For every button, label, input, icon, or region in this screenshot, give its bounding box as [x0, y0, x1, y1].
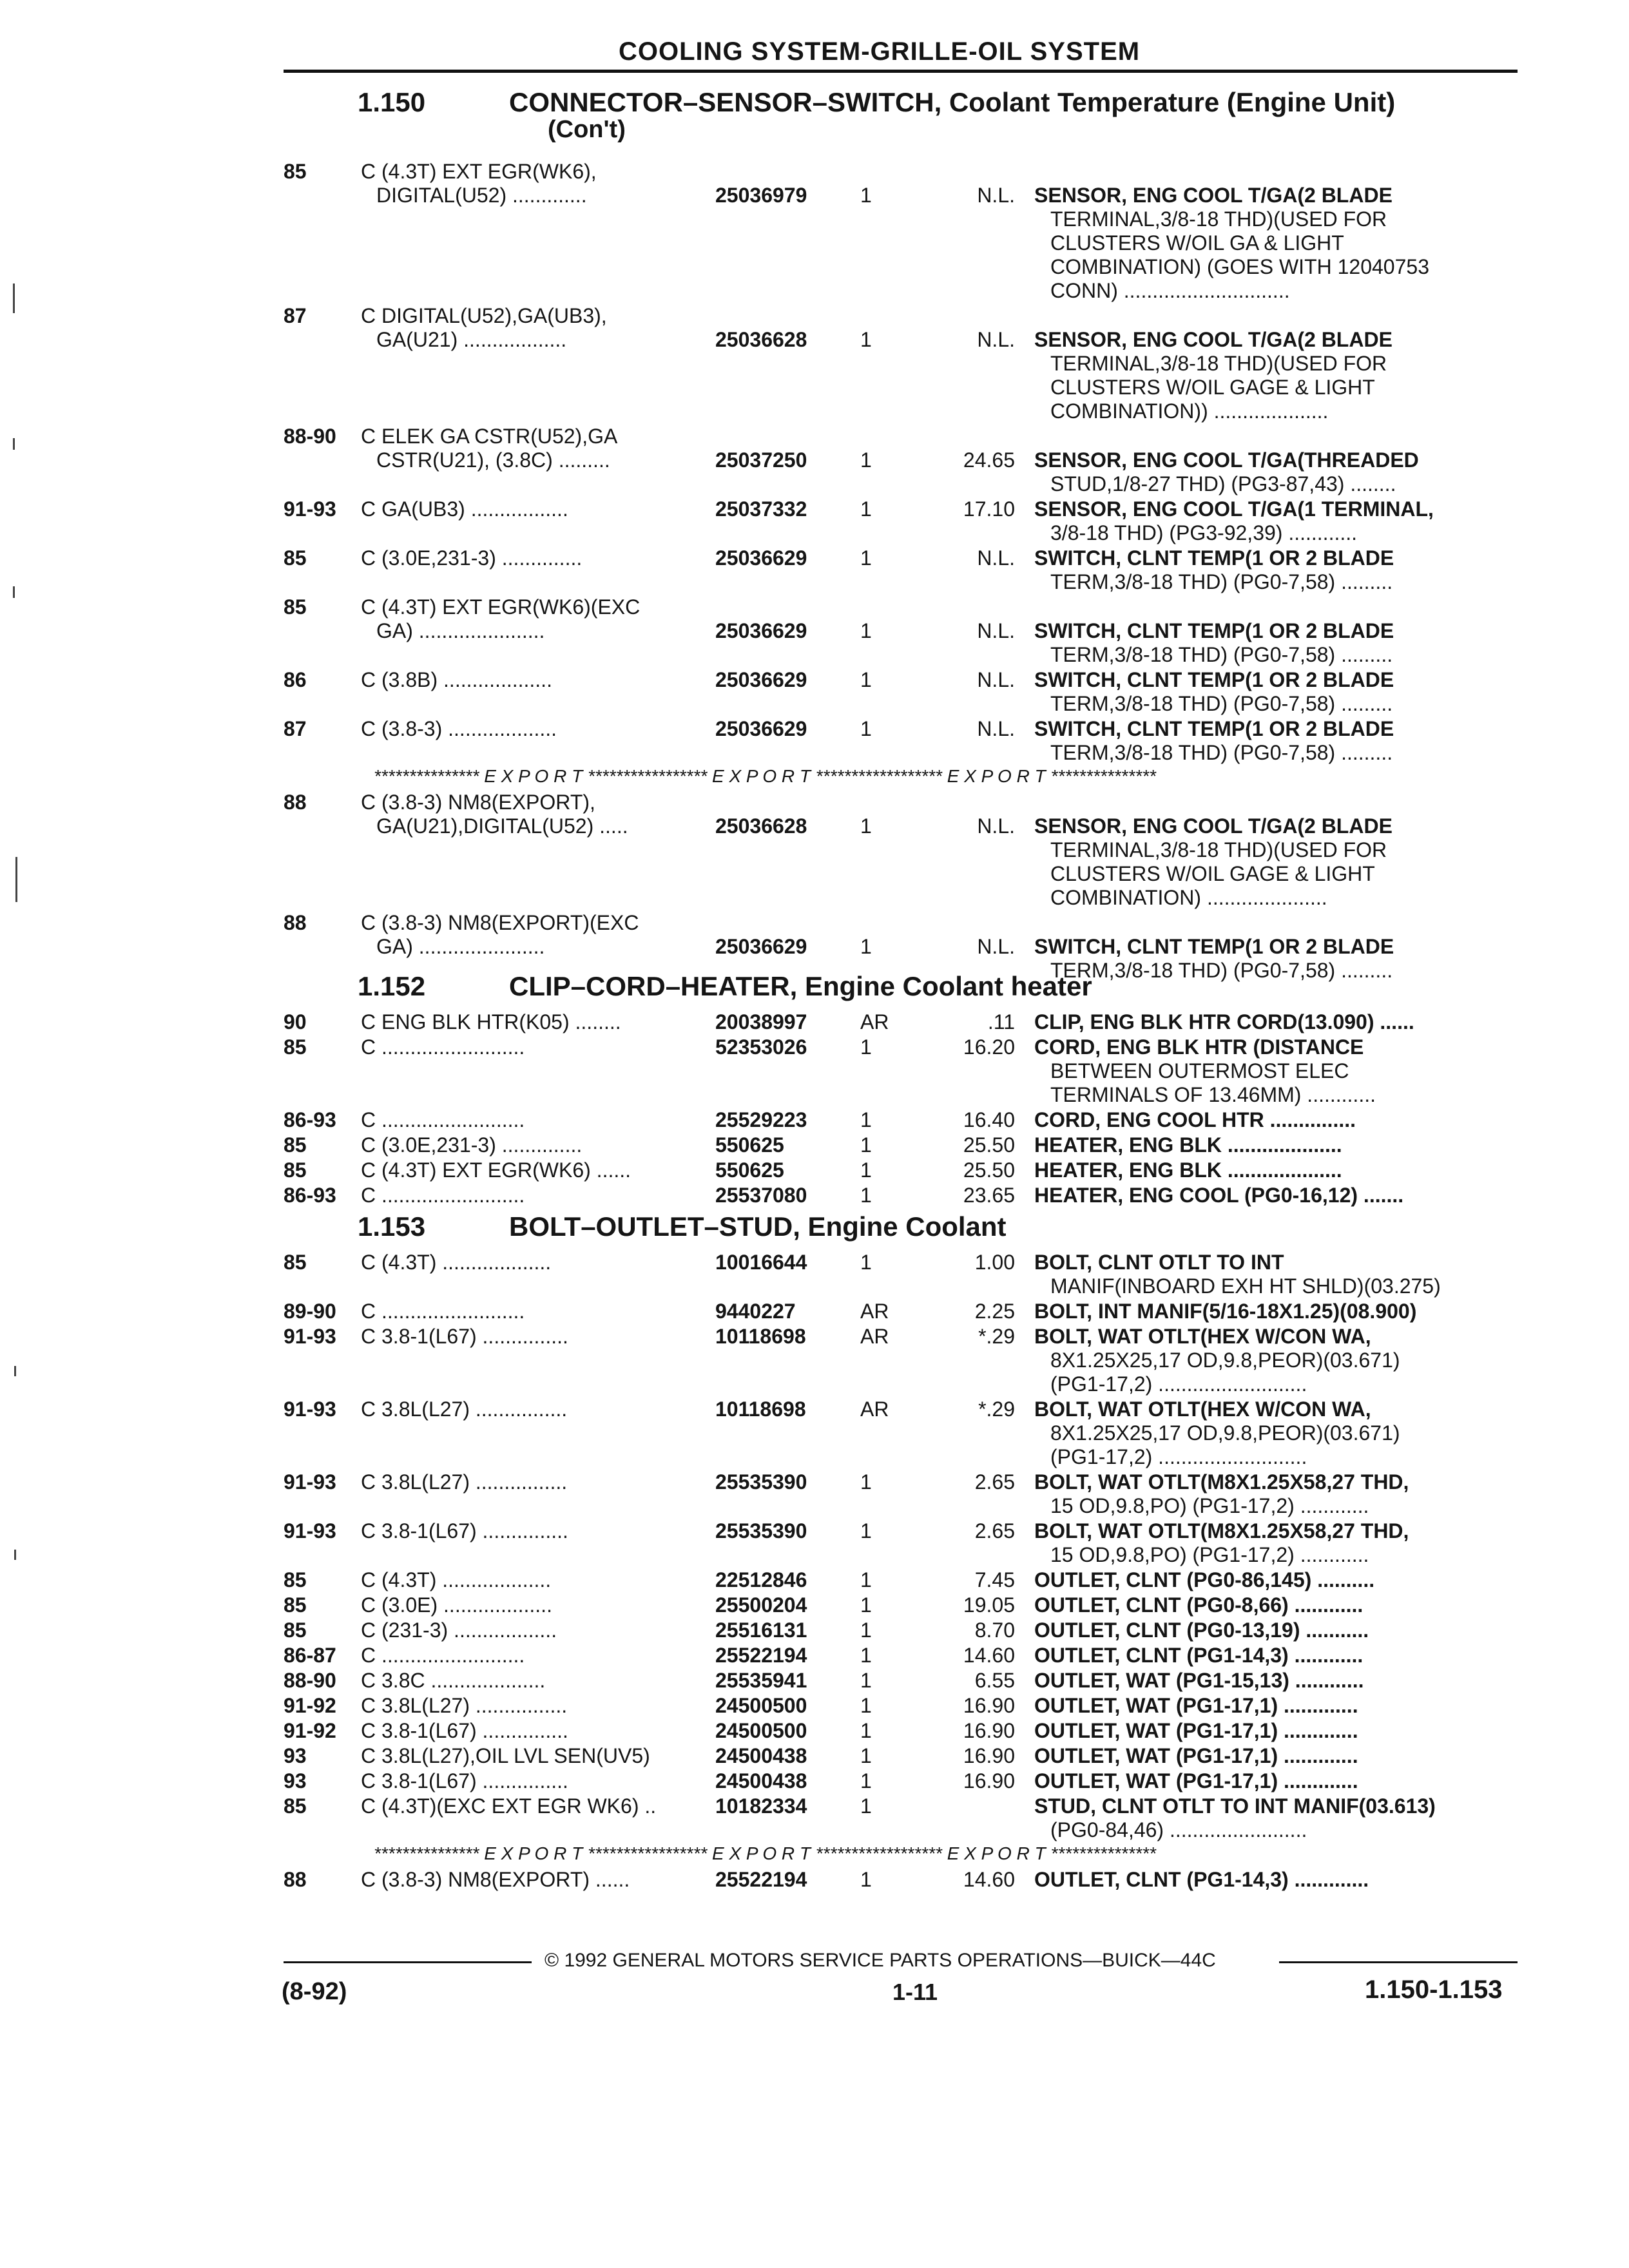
applicability: C ENG BLK HTR(K05) ........: [361, 1010, 621, 1033]
section-number: 1.153: [358, 1211, 426, 1242]
part-description: STUD,1/8-27 THD) (PG3-87,43) ........: [1050, 472, 1396, 495]
quantity: 1: [860, 1644, 872, 1667]
applicability: GA(U21) ..................: [376, 328, 567, 351]
part-description: SWITCH, CLNT TEMP(1 OR 2 BLADE: [1034, 619, 1394, 642]
quantity: 1: [860, 1719, 872, 1742]
export-divider: *************** E X P O R T ***************** E X P O R T ****************** E X P O R T ***************: [374, 766, 1156, 785]
part-description: OUTLET, WAT (PG1-17,1) .............: [1034, 1694, 1358, 1717]
part-number: 52353026: [715, 1035, 807, 1059]
model-year: 88: [284, 791, 307, 814]
quantity: 1: [860, 1470, 872, 1494]
price: 14.60: [963, 1868, 1015, 1891]
part-description: TERMINAL,3/8-18 THD)(USED FOR: [1050, 352, 1387, 375]
applicability: C GA(UB3) .................: [361, 497, 568, 521]
part-description: 3/8-18 THD) (PG3-92,39) ............: [1050, 521, 1358, 544]
part-description: TERM,3/8-18 THD) (PG0-7,58) .........: [1050, 741, 1393, 764]
part-description: BOLT, WAT OTLT(M8X1.25X58,27 THD,: [1034, 1470, 1409, 1494]
price: *.29: [978, 1398, 1015, 1421]
part-description: TERMINALS OF 13.46MM) ............: [1050, 1083, 1376, 1106]
model-year: 91-93: [284, 497, 336, 521]
section-title: BOLT–OUTLET–STUD, Engine Coolant: [509, 1211, 1007, 1242]
part-description: CORD, ENG COOL HTR ...............: [1034, 1108, 1356, 1131]
quantity: 1: [860, 1133, 872, 1157]
quantity: 1: [860, 1769, 872, 1792]
model-year: 93: [284, 1744, 307, 1767]
part-description: OUTLET, WAT (PG1-17,1) .............: [1034, 1744, 1358, 1767]
applicability: C (4.3T) EXT EGR(WK6) ......: [361, 1158, 631, 1182]
quantity: 1: [860, 497, 872, 521]
part-number: 25036979: [715, 184, 807, 207]
part-number: 550625: [715, 1158, 784, 1182]
quantity: 1: [860, 1669, 872, 1692]
section-title: CONNECTOR–SENSOR–SWITCH, Coolant Temperature (Engine Unit): [509, 87, 1396, 117]
price: N.L.: [977, 619, 1015, 642]
applicability: C (3.0E) ...................: [361, 1593, 552, 1617]
applicability: C (4.3T) EXT EGR(WK6),: [361, 160, 597, 183]
scan-mark: [13, 438, 15, 450]
part-number: 25522194: [715, 1868, 807, 1891]
part-number: 10016644: [715, 1251, 807, 1274]
part-description: BETWEEN OUTERMOST ELEC: [1050, 1059, 1349, 1082]
applicability: DIGITAL(U52) .............: [376, 184, 587, 207]
model-year: 85: [284, 160, 307, 183]
model-year: 85: [284, 1568, 307, 1591]
quantity: 1: [860, 935, 872, 958]
part-description: 8X1.25X25,17 OD,9.8,PEOR)(03.671): [1050, 1421, 1400, 1445]
part-description: OUTLET, CLNT (PG0-86,145) ..........: [1034, 1568, 1375, 1591]
quantity: 1: [860, 1744, 872, 1767]
part-description: CLUSTERS W/OIL GAGE & LIGHT: [1050, 376, 1375, 399]
part-description: OUTLET, CLNT (PG0-13,19) ...........: [1034, 1619, 1369, 1642]
model-year: 88-90: [284, 425, 336, 448]
price: 16.20: [963, 1035, 1015, 1059]
model-year: 88: [284, 1868, 307, 1891]
part-description: CLUSTERS W/OIL GA & LIGHT: [1050, 231, 1344, 255]
part-number: 25535390: [715, 1470, 807, 1494]
applicability: GA) ......................: [376, 619, 545, 642]
applicability: C 3.8L(L27) ................: [361, 1470, 568, 1494]
part-number: 25036629: [715, 717, 807, 740]
applicability: C (231-3) ..................: [361, 1619, 557, 1642]
part-description: HEATER, ENG BLK ....................: [1034, 1133, 1342, 1157]
part-number: 10118698: [715, 1325, 806, 1348]
part-number: 25036629: [715, 546, 807, 570]
quantity: 1: [860, 1035, 872, 1059]
price: 8.70: [974, 1619, 1015, 1642]
part-description: COMBINATION) .....................: [1050, 886, 1327, 909]
model-year: 91-92: [284, 1694, 336, 1717]
price: N.L.: [977, 668, 1015, 691]
part-description: SWITCH, CLNT TEMP(1 OR 2 BLADE: [1034, 935, 1394, 958]
part-description: BOLT, INT MANIF(5/16-18X1.25)(08.900): [1034, 1300, 1417, 1323]
part-description: HEATER, ENG COOL (PG0-16,12) .......: [1034, 1184, 1404, 1207]
model-year: 89-90: [284, 1300, 336, 1323]
section-number: 1.152: [358, 971, 426, 1001]
part-description: SENSOR, ENG COOL T/GA(2 BLADE: [1034, 814, 1393, 838]
quantity: AR: [860, 1010, 889, 1033]
part-number: 24500438: [715, 1769, 807, 1792]
applicability: C (3.0E,231-3) ..............: [361, 1133, 583, 1157]
part-description: BOLT, WAT OTLT(M8X1.25X58,27 THD,: [1034, 1519, 1409, 1542]
model-year: 85: [284, 1619, 307, 1642]
part-number: 25036628: [715, 328, 807, 351]
part-description: (PG1-17,2) ..........................: [1050, 1445, 1307, 1468]
applicability: C 3.8C ....................: [361, 1669, 546, 1692]
applicability: C (3.8-3) NM8(EXPORT) ......: [361, 1868, 630, 1891]
price: 17.10: [963, 497, 1015, 521]
price: 16.90: [963, 1769, 1015, 1792]
part-description: 15 OD,9.8,PO) (PG1-17,2) ............: [1050, 1543, 1369, 1566]
model-year: 88-90: [284, 1669, 336, 1692]
model-year: 91-93: [284, 1398, 336, 1421]
applicability: C (3.0E,231-3) ..............: [361, 546, 583, 570]
model-year: 85: [284, 1593, 307, 1617]
model-year: 85: [284, 595, 307, 619]
footer-rule-right: [1279, 1961, 1518, 1963]
model-year: 90: [284, 1010, 307, 1033]
part-description: SWITCH, CLNT TEMP(1 OR 2 BLADE: [1034, 546, 1394, 570]
part-number: 25037332: [715, 497, 807, 521]
part-number: 20038997: [715, 1010, 807, 1033]
part-description: STUD, CLNT OTLT TO INT MANIF(03.613): [1034, 1794, 1436, 1818]
model-year: 86-93: [284, 1184, 336, 1207]
part-number: 25535941: [715, 1669, 807, 1692]
part-number: 25522194: [715, 1644, 807, 1667]
applicability: C ELEK GA CSTR(U52),GA: [361, 425, 618, 448]
part-number: 9440227: [715, 1300, 796, 1323]
model-year: 91-93: [284, 1470, 336, 1494]
model-year: 91-93: [284, 1325, 336, 1348]
footer-rule-left: [284, 1961, 532, 1963]
price: 1.00: [974, 1251, 1015, 1274]
part-number: 25529223: [715, 1108, 807, 1131]
price: 6.55: [974, 1669, 1015, 1692]
quantity: 1: [860, 1158, 872, 1182]
price: N.L.: [977, 935, 1015, 958]
part-description: SWITCH, CLNT TEMP(1 OR 2 BLADE: [1034, 668, 1394, 691]
part-description: SENSOR, ENG COOL T/GA(THREADED: [1034, 448, 1419, 472]
part-number: 10118698: [715, 1398, 806, 1421]
price: N.L.: [977, 184, 1015, 207]
part-number: 25036629: [715, 935, 807, 958]
applicability: C 3.8L(L27),OIL LVL SEN(UV5): [361, 1744, 650, 1767]
applicability: GA(U21),DIGITAL(U52) .....: [376, 814, 628, 838]
applicability: C 3.8-1(L67) ...............: [361, 1325, 568, 1348]
model-year: 91-92: [284, 1719, 336, 1742]
price: 2.65: [974, 1519, 1015, 1542]
model-year: 85: [284, 546, 307, 570]
applicability: C (4.3T) ...................: [361, 1251, 552, 1274]
part-number: 24500500: [715, 1719, 807, 1742]
footer-section-range: 1.150-1.153: [1365, 1975, 1503, 2004]
applicability: C (4.3T)(EXC EXT EGR WK6) ..: [361, 1794, 657, 1818]
model-year: 85: [284, 1794, 307, 1818]
header-rule: [284, 70, 1518, 73]
quantity: 1: [860, 328, 872, 351]
page-header-title: COOLING SYSTEM-GRILLE-OIL SYSTEM: [619, 37, 1141, 66]
part-description: COMBINATION) (GOES WITH 12040753: [1050, 255, 1429, 278]
footer-copyright: © 1992 GENERAL MOTORS SERVICE PARTS OPERATIONS—BUICK—44C: [545, 1950, 1216, 1971]
scan-mark: [14, 1366, 16, 1376]
part-description: SENSOR, ENG COOL T/GA(1 TERMINAL,: [1034, 497, 1434, 521]
page-header: [0, 0, 1629, 97]
quantity: 1: [860, 1184, 872, 1207]
section-title: CLIP–CORD–HEATER, Engine Coolant heater: [509, 971, 1092, 1001]
footer-page-number: 1-11: [892, 1979, 938, 2005]
part-description: SENSOR, ENG COOL T/GA(2 BLADE: [1034, 328, 1393, 351]
quantity: 1: [860, 1568, 872, 1591]
part-description: CLIP, ENG BLK HTR CORD(13.090) ......: [1034, 1010, 1414, 1033]
applicability: C .........................: [361, 1108, 525, 1131]
scan-mark: [13, 586, 15, 598]
applicability: C (3.8-3) NM8(EXPORT),: [361, 791, 595, 814]
part-description: TERM,3/8-18 THD) (PG0-7,58) .........: [1050, 643, 1393, 666]
applicability: C .........................: [361, 1300, 525, 1323]
quantity: 1: [860, 1868, 872, 1891]
part-number: 10182334: [715, 1794, 807, 1818]
applicability: GA) ......................: [376, 935, 545, 958]
part-description: SENSOR, ENG COOL T/GA(2 BLADE: [1034, 184, 1393, 207]
part-number: 25500204: [715, 1593, 807, 1617]
part-description: CONN) .............................: [1050, 279, 1290, 302]
section-number: 1.150: [358, 87, 426, 117]
price: 7.45: [974, 1568, 1015, 1591]
part-number: 25535390: [715, 1519, 807, 1542]
scan-mark: [15, 883, 17, 902]
part-number: 25036629: [715, 619, 807, 642]
part-description: BOLT, WAT OTLT(HEX W/CON WA,: [1034, 1325, 1371, 1348]
part-description: OUTLET, WAT (PG1-17,1) .............: [1034, 1769, 1358, 1792]
applicability: C (3.8B) ...................: [361, 668, 552, 691]
quantity: 1: [860, 668, 872, 691]
part-description: OUTLET, WAT (PG1-15,13) ............: [1034, 1669, 1364, 1692]
quantity: 1: [860, 1619, 872, 1642]
part-description: TERM,3/8-18 THD) (PG0-7,58) .........: [1050, 570, 1393, 593]
price: 25.50: [963, 1158, 1015, 1182]
quantity: 1: [860, 1519, 872, 1542]
part-description: 8X1.25X25,17 OD,9.8,PEOR)(03.671): [1050, 1349, 1400, 1372]
part-description: BOLT, CLNT OTLT TO INT: [1034, 1251, 1284, 1274]
part-description: TERMINAL,3/8-18 THD)(USED FOR: [1050, 838, 1387, 861]
part-number: 25036628: [715, 814, 807, 838]
quantity: AR: [860, 1325, 889, 1348]
quantity: 1: [860, 1794, 872, 1818]
model-year: 91-93: [284, 1519, 336, 1542]
applicability: C .........................: [361, 1184, 525, 1207]
part-description: HEATER, ENG BLK ....................: [1034, 1158, 1342, 1182]
model-year: 86-93: [284, 1108, 336, 1131]
quantity: AR: [860, 1300, 889, 1323]
applicability: C (4.3T) ...................: [361, 1568, 552, 1591]
quantity: 1: [860, 546, 872, 570]
price: .11: [987, 1010, 1015, 1033]
part-description: (PG1-17,2) ..........................: [1050, 1372, 1307, 1396]
applicability: C DIGITAL(U52),GA(UB3),: [361, 304, 607, 327]
part-number: 25537080: [715, 1184, 807, 1207]
model-year: 88: [284, 911, 307, 934]
part-description: MANIF(INBOARD EXH HT SHLD)(03.275): [1050, 1274, 1441, 1298]
part-description: TERM,3/8-18 THD) (PG0-7,58) .........: [1050, 692, 1393, 715]
applicability: C .........................: [361, 1035, 525, 1059]
price: N.L.: [977, 814, 1015, 838]
export-divider: *************** E X P O R T ***************** E X P O R T ****************** E X P O R T ***************: [374, 1843, 1156, 1863]
page-footer: [0, 1933, 1629, 2036]
quantity: 1: [860, 448, 872, 472]
price: 16.90: [963, 1694, 1015, 1717]
price: 2.65: [974, 1470, 1015, 1494]
price: 23.65: [963, 1184, 1015, 1207]
part-description: COMBINATION)) ....................: [1050, 399, 1329, 423]
part-description: OUTLET, CLNT (PG0-8,66) ............: [1034, 1593, 1364, 1617]
price: N.L.: [977, 328, 1015, 351]
applicability: C 3.8-1(L67) ...............: [361, 1719, 568, 1742]
quantity: 1: [860, 184, 872, 207]
price: 24.65: [963, 448, 1015, 472]
part-number: 22512846: [715, 1568, 807, 1591]
scan-mark: [13, 284, 15, 313]
price: N.L.: [977, 546, 1015, 570]
applicability: CSTR(U21), (3.8C) .........: [376, 448, 610, 472]
applicability: C (4.3T) EXT EGR(WK6)(EXC: [361, 595, 641, 619]
part-description: CORD, ENG BLK HTR (DISTANCE: [1034, 1035, 1364, 1059]
quantity: 1: [860, 717, 872, 740]
part-description: (PG0-84,46) ........................: [1050, 1818, 1307, 1841]
part-description: TERMINAL,3/8-18 THD)(USED FOR: [1050, 207, 1387, 231]
applicability: C (3.8-3) NM8(EXPORT)(EXC: [361, 911, 639, 934]
model-year: 85: [284, 1133, 307, 1157]
model-year: 85: [284, 1251, 307, 1274]
part-description: OUTLET, CLNT (PG1-14,3) ............: [1034, 1644, 1364, 1667]
quantity: AR: [860, 1398, 889, 1421]
model-year: 85: [284, 1035, 307, 1059]
model-year: 85: [284, 1158, 307, 1182]
price: N.L.: [977, 717, 1015, 740]
part-description: 15 OD,9.8,PO) (PG1-17,2) ............: [1050, 1494, 1369, 1517]
model-year: 86-87: [284, 1644, 336, 1667]
part-description: CLUSTERS W/OIL GAGE & LIGHT: [1050, 862, 1375, 885]
part-description: OUTLET, CLNT (PG1-14,3) .............: [1034, 1868, 1369, 1891]
quantity: 1: [860, 1108, 872, 1131]
price: *.29: [978, 1325, 1015, 1348]
price: 16.40: [963, 1108, 1015, 1131]
applicability: C 3.8L(L27) ................: [361, 1694, 568, 1717]
model-year: 93: [284, 1769, 307, 1792]
part-description: SWITCH, CLNT TEMP(1 OR 2 BLADE: [1034, 717, 1394, 740]
applicability: C 3.8-1(L67) ...............: [361, 1769, 568, 1792]
part-description: OUTLET, WAT (PG1-17,1) .............: [1034, 1719, 1358, 1742]
model-year: 87: [284, 304, 307, 327]
footer-date: (8-92): [282, 1978, 347, 2005]
model-year: 86: [284, 668, 307, 691]
part-number: 550625: [715, 1133, 784, 1157]
quantity: 1: [860, 1593, 872, 1617]
price: 2.25: [974, 1300, 1015, 1323]
part-description: BOLT, WAT OTLT(HEX W/CON WA,: [1034, 1398, 1371, 1421]
part-number: 25037250: [715, 448, 807, 472]
part-number: 24500500: [715, 1694, 807, 1717]
quantity: 1: [860, 619, 872, 642]
model-year: 87: [284, 717, 307, 740]
part-number: 24500438: [715, 1744, 807, 1767]
price: 16.90: [963, 1719, 1015, 1742]
price: 25.50: [963, 1133, 1015, 1157]
price: 14.60: [963, 1644, 1015, 1667]
applicability: C (3.8-3) ...................: [361, 717, 557, 740]
applicability: C .........................: [361, 1644, 525, 1667]
part-number: 25516131: [715, 1619, 807, 1642]
quantity: 1: [860, 1251, 872, 1274]
price: 16.90: [963, 1744, 1015, 1767]
scan-mark: [14, 1550, 16, 1560]
part-description: TERM,3/8-18 THD) (PG0-7,58) .........: [1050, 959, 1393, 982]
applicability: C 3.8L(L27) ................: [361, 1398, 568, 1421]
applicability: C 3.8-1(L67) ...............: [361, 1519, 568, 1542]
section-subtitle: (Con't): [548, 116, 626, 143]
part-number: 25036629: [715, 668, 807, 691]
quantity: 1: [860, 1694, 872, 1717]
quantity: 1: [860, 814, 872, 838]
price: 19.05: [963, 1593, 1015, 1617]
